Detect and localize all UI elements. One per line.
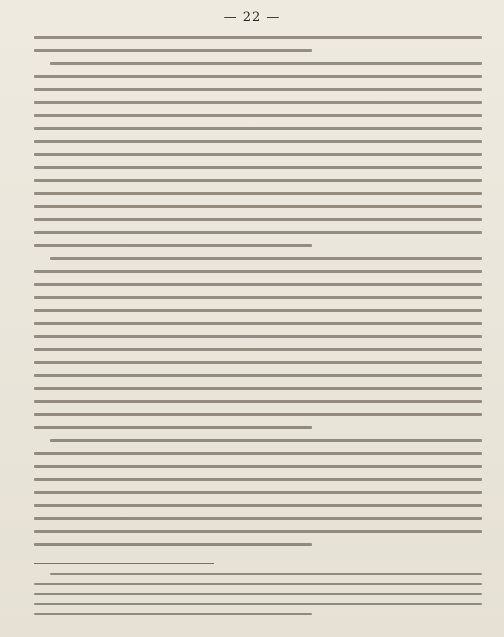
- text-line-placeholder: [50, 573, 482, 575]
- text-line-placeholder: [34, 504, 482, 507]
- text-line-placeholder: [34, 583, 482, 585]
- text-line-placeholder: [34, 335, 482, 338]
- text-line-placeholder: [34, 270, 482, 273]
- text-line-placeholder: [34, 231, 482, 234]
- text-line-placeholder: [34, 543, 312, 546]
- page-number: — 22 —: [223, 10, 281, 25]
- text-line-placeholder: [34, 465, 482, 468]
- footnote-rule: [34, 563, 214, 564]
- text-line-placeholder: [34, 517, 482, 520]
- text-line-placeholder: [34, 603, 482, 605]
- text-line-placeholder: [50, 62, 482, 65]
- text-line-placeholder: [34, 478, 482, 481]
- text-line-placeholder: [34, 244, 312, 247]
- text-line-placeholder: [34, 218, 482, 221]
- text-line-placeholder: [34, 140, 482, 143]
- text-line-placeholder: [34, 374, 482, 377]
- text-line-placeholder: [34, 127, 482, 130]
- text-line-placeholder: [34, 166, 482, 169]
- text-line-placeholder: [34, 387, 482, 390]
- text-line-placeholder: [34, 88, 482, 91]
- text-line-placeholder: [34, 49, 312, 52]
- text-line-placeholder: [50, 257, 482, 260]
- text-line-placeholder: [34, 400, 482, 403]
- text-line-placeholder: [34, 309, 482, 312]
- text-line-placeholder: [34, 283, 482, 286]
- text-line-placeholder: [34, 36, 482, 39]
- text-line-placeholder: [50, 439, 482, 442]
- text-line-placeholder: [34, 452, 482, 455]
- text-line-placeholder: [34, 192, 482, 195]
- text-line-placeholder: [34, 205, 482, 208]
- text-line-placeholder: [34, 491, 482, 494]
- text-line-placeholder: [34, 179, 482, 182]
- footnote-placeholder: [34, 573, 482, 623]
- text-line-placeholder: [34, 101, 482, 104]
- text-line-placeholder: [34, 361, 482, 364]
- text-line-placeholder: [34, 593, 482, 595]
- text-line-placeholder: [34, 153, 482, 156]
- text-line-placeholder: [34, 348, 482, 351]
- text-line-placeholder: [34, 426, 312, 429]
- text-line-placeholder: [34, 413, 482, 416]
- text-line-placeholder: [34, 296, 482, 299]
- text-line-placeholder: [34, 114, 482, 117]
- text-line-placeholder: [34, 613, 312, 615]
- text-line-placeholder: [34, 530, 482, 533]
- body-text-placeholder: [34, 36, 482, 556]
- text-line-placeholder: [34, 322, 482, 325]
- text-line-placeholder: [34, 75, 482, 78]
